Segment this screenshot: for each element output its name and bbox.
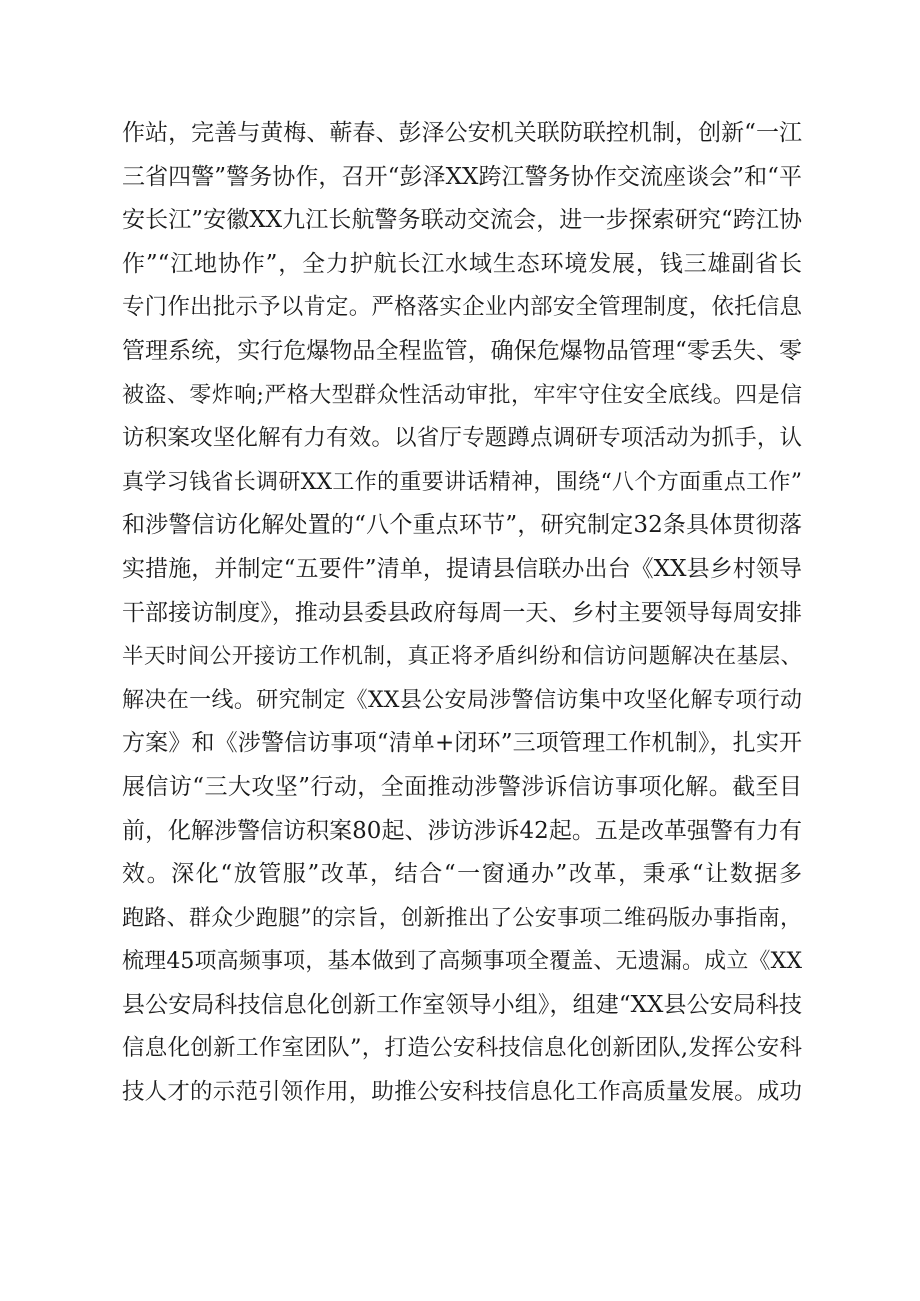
text-line: 和涉警信访化解处置的“八个重点环节”，研究制定32条具体贯彻落 [122, 512, 802, 539]
text-line: 半天时间公开接访工作机制，真正将矛盾纠纷和信访问题解决在基层、 [122, 644, 802, 670]
text-line: 解决在一线。研究制定《XX县公安局涉警信访集中攻坚化解专项行动 [122, 687, 802, 713]
text-line: 管理系统，实行危爆物品全程监管，确保危爆物品管理“零丢失、零 [122, 337, 802, 364]
text-line: 跑路、群众少跑腿”的宗旨，创新推出了公安事项二维码版办事指南， [122, 905, 802, 931]
text-line: 实措施，并制定“五要件”清单，提请县信联办出台《XX县乡村领导 [122, 555, 802, 582]
text-line: 专门作出批示予以肯定。严格落实企业内部安全管理制度，依托信息 [122, 294, 802, 321]
text-line: 作站，完善与黄梅、蕲春、彭泽公安机关联防联控机制，创新“一江 [122, 120, 802, 146]
text-line: 安长江”安徽XX九江长航警务联动交流会，进一步探索研究“跨江协 [122, 207, 802, 234]
text-line: 被盗、零炸响;严格大型群众性活动审批，牢牢守住安全底线。四是信 [122, 382, 802, 408]
text-line: 展信访“三大攻坚”行动，全面推动涉警涉诉信访事项化解。截至目 [122, 773, 802, 800]
text-line: 信息化创新工作室团队”，打造公安科技信息化创新团队,发挥公安科 [122, 1035, 802, 1062]
text-line: 干部接访制度》，推动县委县政府每周一天、乡村主要领导每周安排 [122, 599, 802, 626]
text-line: 技人才的示范引领作用，助推公安科技信息化工作高质量发展。成功 [122, 1079, 802, 1106]
text-line: 梳理45项高频事项，基本做到了高频事项全覆盖、无遗漏。成立《XX [122, 949, 802, 975]
text-line: 县公安局科技信息化创新工作室领导小组》，组建“XX县公安局科技 [122, 991, 802, 1018]
text-line: 真学习钱省长调研XX工作的重要讲话精神，围绕“八个方面重点工作” [122, 469, 802, 495]
text-line: 三省四警”警务协作，召开“彭泽XX跨江警务协作交流座谈会”和“平 [122, 163, 802, 190]
text-line: 方案》和《涉警信访事项“清单+闭环”三项管理工作机制》，扎实开 [122, 730, 802, 757]
body-text [122, 112, 802, 1115]
text-line: 访积案攻坚化解有力有效。以省厅专题蹲点调研专项活动为抓手，认 [122, 425, 802, 452]
text-line: 前，化解涉警信访积案80起、涉访涉诉42起。五是改革强警有力有 [122, 817, 802, 844]
text-line: 作”“江地协作”，全力护航长江水域生态环境发展，钱三雄副省长 [122, 250, 802, 277]
text-line: 效。深化“放管服”改革，结合“一窗通办”改革，秉承“让数据多 [122, 861, 802, 888]
